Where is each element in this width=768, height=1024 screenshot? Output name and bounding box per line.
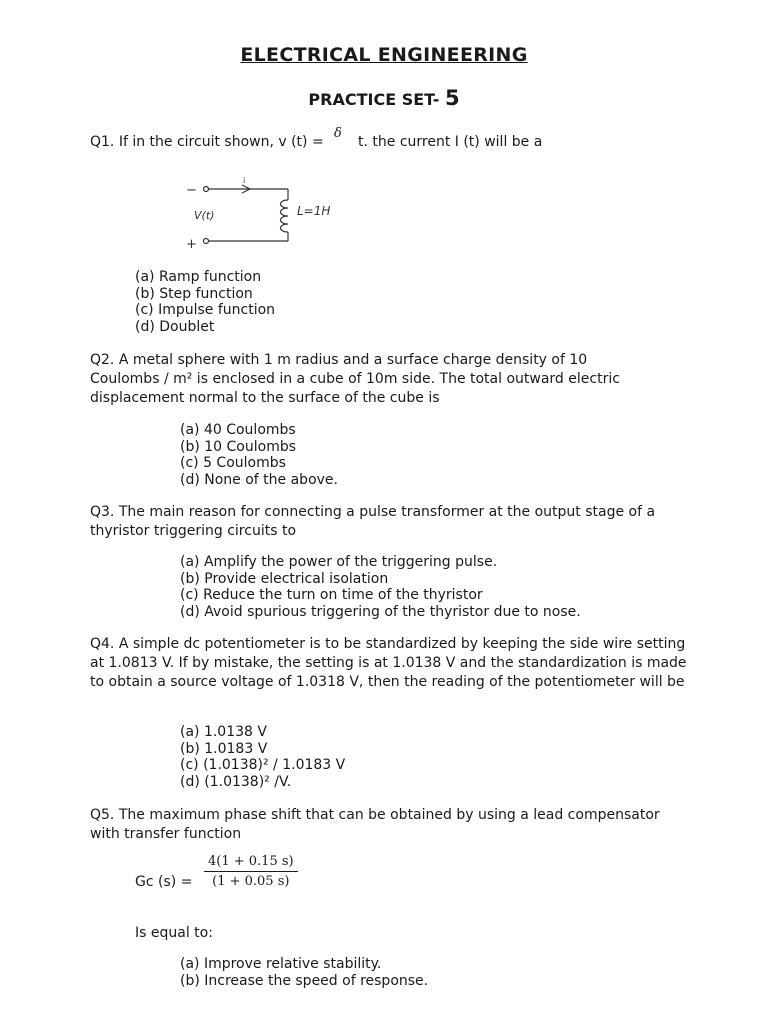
q1-options [135, 269, 275, 335]
q1-circuit-diagram [180, 174, 350, 256]
q3-options [180, 554, 581, 620]
q1-option-d: (d) Doublet [135, 318, 215, 335]
q3-option-c: (c) Reduce the turn on time of the thyristor [180, 587, 483, 603]
minus-label: − [186, 183, 197, 198]
q3-option-d: (d) Avoid spurious triggering of the thyristor due to nose. [180, 603, 581, 620]
q5-is-equal: Is equal to: [135, 925, 213, 941]
q3-option-b: (b) Provide electrical isolation [180, 570, 389, 587]
q5-formula-lhs: Gc (s) = [135, 874, 193, 890]
inductor-label: L=1H [297, 204, 331, 218]
q1-text-after: t. the current I (t) will be a [358, 134, 543, 150]
q2-option-d: (d) None of the above. [180, 471, 338, 488]
q4-option-c: (c) (1.0138)² / 1.0183 V [180, 757, 346, 773]
q3-text: Q3. The main reason for connecting a pulse transformer at the output stage of a thyristor triggering circuits to [90, 504, 656, 539]
subtitle-number: 5 [444, 86, 460, 110]
q2-option-b: (b) 10 Coulombs [180, 438, 297, 455]
source-label: V(t) [194, 209, 215, 222]
q4-option-b: (b) 1.0183 V [180, 740, 268, 757]
plus-label: + [186, 237, 197, 252]
q5-option-b: (b) Increase the speed of response. [180, 972, 429, 989]
page-title: ELECTRICAL ENGINEERING [240, 44, 528, 66]
q2-option-c: (c) 5 Coulombs [180, 455, 286, 471]
subtitle-text: PRACTICE SET- [308, 90, 440, 109]
top-terminal [204, 187, 209, 192]
inductor-coil [281, 200, 289, 232]
q2-options [180, 422, 338, 488]
q4-text: Q4. A simple dc potentiometer is to be standardized by keeping the side wire setting at 1.0813 V. If by mistake, the setting is at 1.0138 V and the standardization is made to obtain a source voltage of 1.0318 V, then the reading of the potentiometer will be [90, 636, 687, 690]
q1-option-a: (a) Ramp function [135, 269, 262, 285]
page-subtitle [0, 86, 768, 110]
q4-option-d: (d) (1.0138)² /V. [180, 773, 292, 790]
q5-formula-fraction [204, 854, 298, 889]
q4-options [180, 724, 345, 790]
bottom-terminal [204, 239, 209, 244]
q5-text: Q5. The maximum phase shift that can be obtained by using a lead compensator with transfer function [90, 807, 660, 842]
q2-option-a: (a) 40 Coulombs [180, 422, 296, 438]
q4-option-a: (a) 1.0138 V [180, 724, 267, 740]
q1-delta-symbol: δ [334, 126, 342, 141]
q1-option-b: (b) Step function [135, 285, 253, 302]
q5-options [180, 956, 428, 989]
q5-formula-numerator: 4(1 + 0.15 s) [204, 854, 298, 872]
q2-text: Q2. A metal sphere with 1 m radius and a surface charge density of 10 Coulombs / m² is enclosed in a cube of 10m side. The total outward electric displacement normal to the surface of the cube is [90, 352, 620, 406]
q5-option-a: (a) Improve relative stability. [180, 956, 382, 972]
current-label: i [243, 176, 246, 185]
q3-option-a: (a) Amplify the power of the triggering pulse. [180, 554, 498, 570]
q1-text-before: Q1. If in the circuit shown, v (t) = [90, 134, 324, 150]
q1-option-c: (c) Impulse function [135, 302, 276, 318]
q5-formula-denominator: (1 + 0.05 s) [212, 874, 290, 889]
